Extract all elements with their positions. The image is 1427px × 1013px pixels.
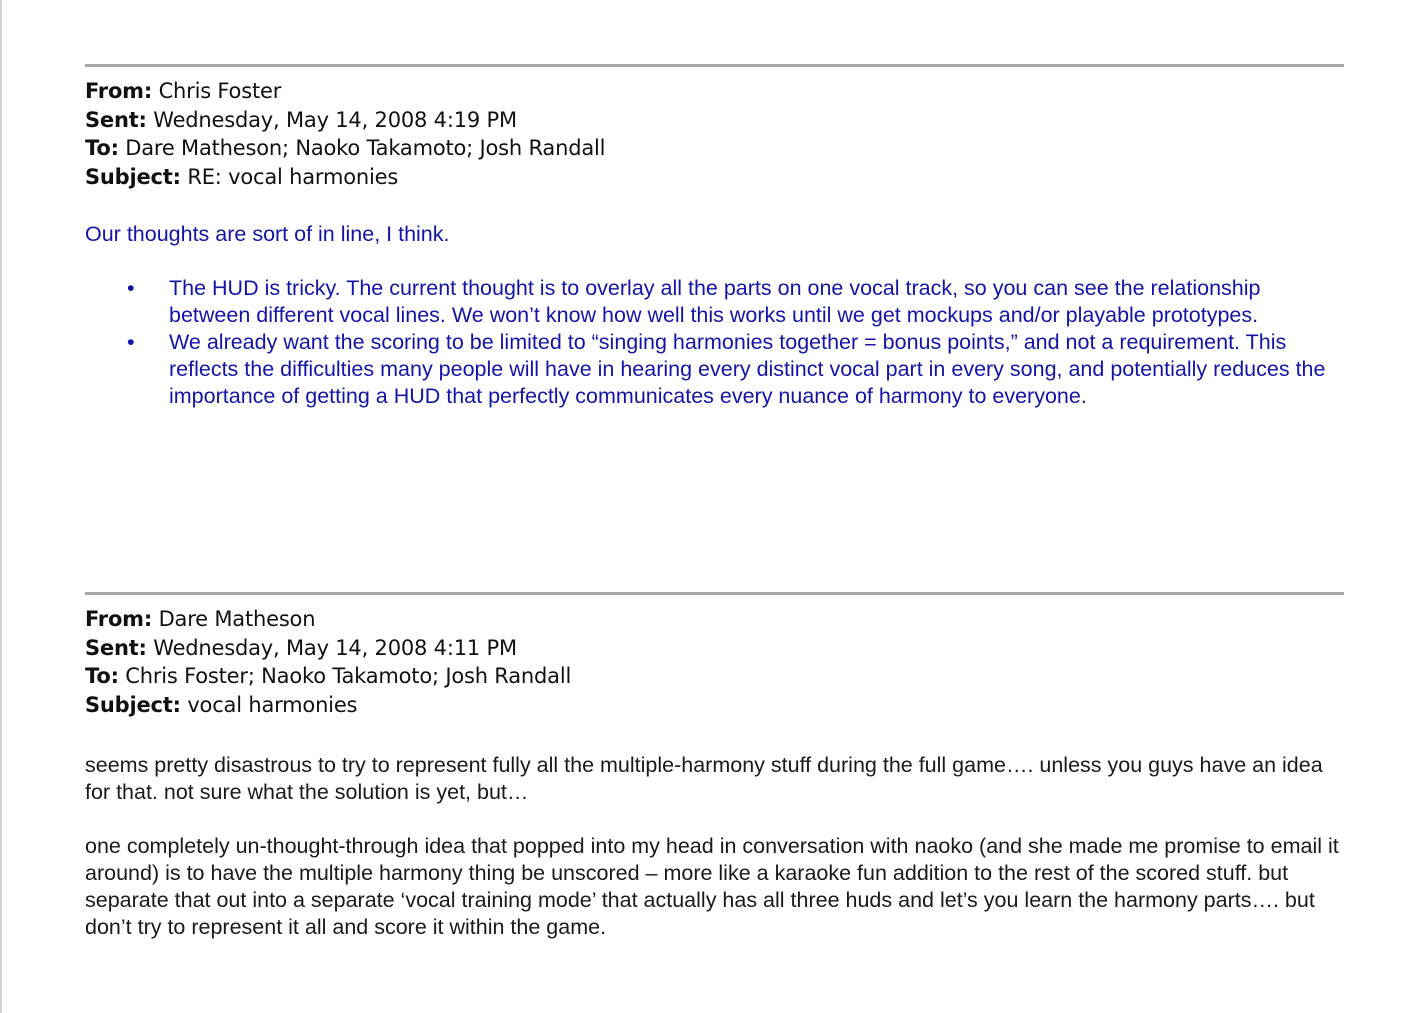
sent-label: Sent:: [85, 635, 147, 660]
to-line: [85, 134, 1344, 163]
to-label: To:: [85, 136, 119, 160]
body-paragraph: one completely un-thought-through idea that popped into my head in conversation with naoko (and she made me promise to email it around) is to have the multiple harmony thing be unscored – more like a karaoke fun addition to the rest of the scored stuff. but separate that out into a separate ‘vocal training mode’ that actually has all three huds and let’s you learn the harmony parts…. but don’t try to represent it all and score it within the game.: [85, 834, 1339, 939]
header-divider: [85, 592, 1344, 595]
bullet-text: We already want the scoring to be limited to “singing harmonies together = bonus points,” and not a requirement. This reflects the difficulties many people will have in hearing every distinct vocal part in every song, and potentially reduces the importance of getting a HUD that perfectly communicates every nuance of harmony to everyone.: [169, 330, 1326, 408]
sent-label: Sent:: [85, 107, 147, 132]
subject-value: RE: vocal harmonies: [187, 164, 399, 189]
subject-label: Subject:: [85, 692, 181, 717]
header-divider: [85, 64, 1344, 67]
from-value: Chris Foster: [158, 79, 282, 103]
page-left-edge: [0, 0, 2, 1013]
from-line: [85, 605, 1344, 634]
sent-line: [85, 106, 1344, 135]
to-line: [85, 662, 1344, 691]
bullet-icon: •: [127, 330, 135, 354]
email-original: [85, 592, 1344, 941]
list-item: [85, 275, 1344, 329]
sent-line: [85, 634, 1344, 663]
from-label: From:: [85, 607, 153, 631]
bullet-text: The HUD is tricky. The current thought is to overlay all the parts on one vocal track, so you can see the relationship between different vocal lines. We won’t know how well this works until we get mockups and/or playable prototypes.: [169, 276, 1261, 327]
sent-value: Wednesday, May 14, 2008 4:19 PM: [153, 107, 517, 132]
bullet-icon: •: [127, 276, 135, 300]
subject-value: vocal harmonies: [187, 692, 358, 717]
from-label: From:: [85, 79, 153, 103]
list-item: [85, 329, 1344, 410]
to-value: Dare Matheson; Naoko Takamoto; Josh Randall: [125, 136, 606, 160]
reply-intro: Our thoughts are sort of in line, I think.: [85, 222, 450, 246]
sent-value: Wednesday, May 14, 2008 4:11 PM: [153, 635, 517, 660]
bullet-list: [85, 275, 1344, 410]
from-value: Dare Matheson: [158, 607, 316, 631]
subject-line: [85, 691, 1344, 720]
email-reply: [85, 64, 1344, 410]
to-label: To:: [85, 664, 119, 688]
subject-label: Subject:: [85, 164, 181, 189]
to-value: Chris Foster; Naoko Takamoto; Josh Randall: [125, 664, 572, 688]
body-paragraph: seems pretty disastrous to try to represent fully all the multiple-harmony stuff during the full game…. unless you guys have an idea for that. not sure what the solution is yet, but…: [85, 753, 1323, 804]
subject-line: [85, 163, 1344, 192]
from-line: [85, 77, 1344, 106]
